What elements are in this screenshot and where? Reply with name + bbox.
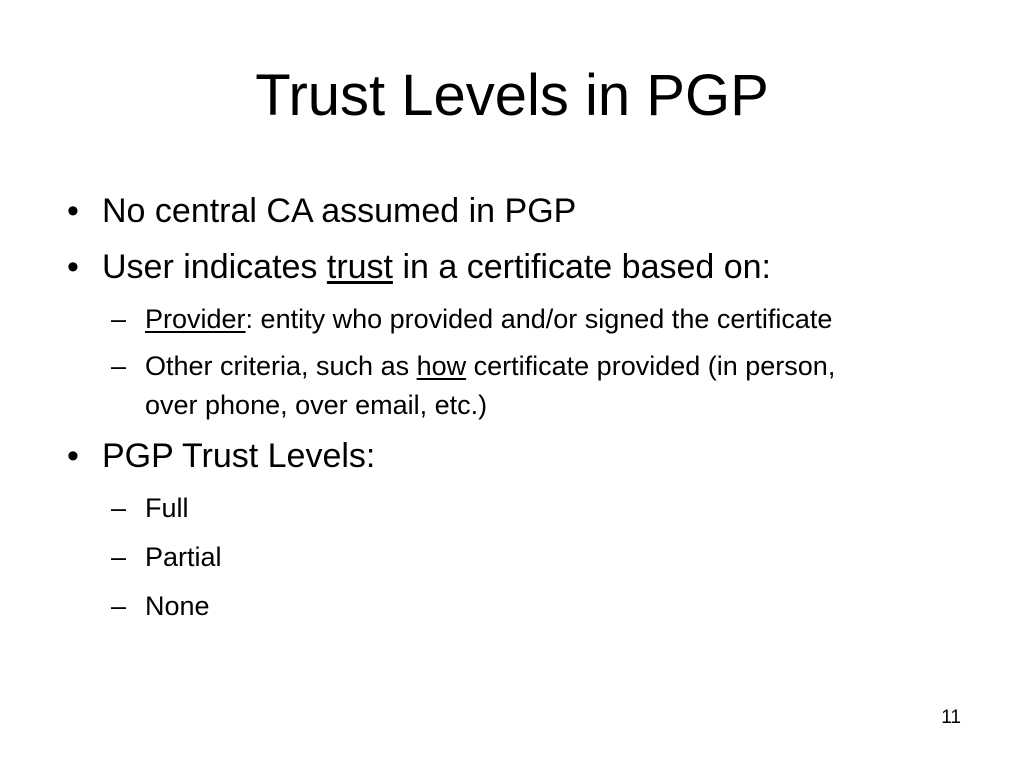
slide-title: Trust Levels in PGP: [255, 63, 769, 128]
bullet-item: [60, 433, 960, 479]
bullet-mark: •: [67, 437, 79, 475]
sub-bullet-item: [102, 538, 885, 577]
bullet-mark: •: [67, 192, 79, 230]
sub-bullet-item: [102, 347, 885, 425]
sub-bullet-text-post: certificate provided (in person, over phone, over email, etc.): [145, 351, 836, 420]
sub-bullet-text-pre: Other criteria, such as: [145, 351, 417, 381]
trust-level-none: None: [145, 591, 210, 621]
sub-bullet-item: [102, 489, 885, 528]
sub-bullet-mark: –: [111, 351, 127, 381]
bullet-text-post: in a certificate based on:: [393, 248, 772, 286]
bullet-text: No central CA assumed in PGP: [102, 192, 577, 230]
underlined-term-provider: Provider: [145, 304, 246, 334]
bullet-mark: •: [67, 248, 79, 286]
bullet-text-pre: User indicates: [102, 248, 327, 286]
underlined-term-trust: trust: [326, 248, 393, 286]
sub-bullet-item: [102, 300, 885, 339]
slide-body: [60, 188, 960, 636]
sub-bullet-item: [102, 587, 885, 626]
sub-bullet-mark: –: [111, 493, 127, 523]
sub-bullet-text-post: : entity who provided and/or signed the certificate: [245, 304, 833, 334]
bullet-item: [60, 244, 960, 290]
bullet-item: [60, 188, 960, 234]
page-number: 11: [941, 707, 961, 728]
trust-level-partial: Partial: [145, 542, 222, 572]
sub-bullet-mark: –: [111, 542, 127, 572]
sub-bullet-mark: –: [111, 591, 127, 621]
bullet-text: PGP Trust Levels:: [102, 437, 376, 475]
trust-level-full: Full: [145, 493, 189, 523]
underlined-term-how: how: [416, 351, 467, 381]
sub-bullet-mark: –: [111, 304, 127, 334]
